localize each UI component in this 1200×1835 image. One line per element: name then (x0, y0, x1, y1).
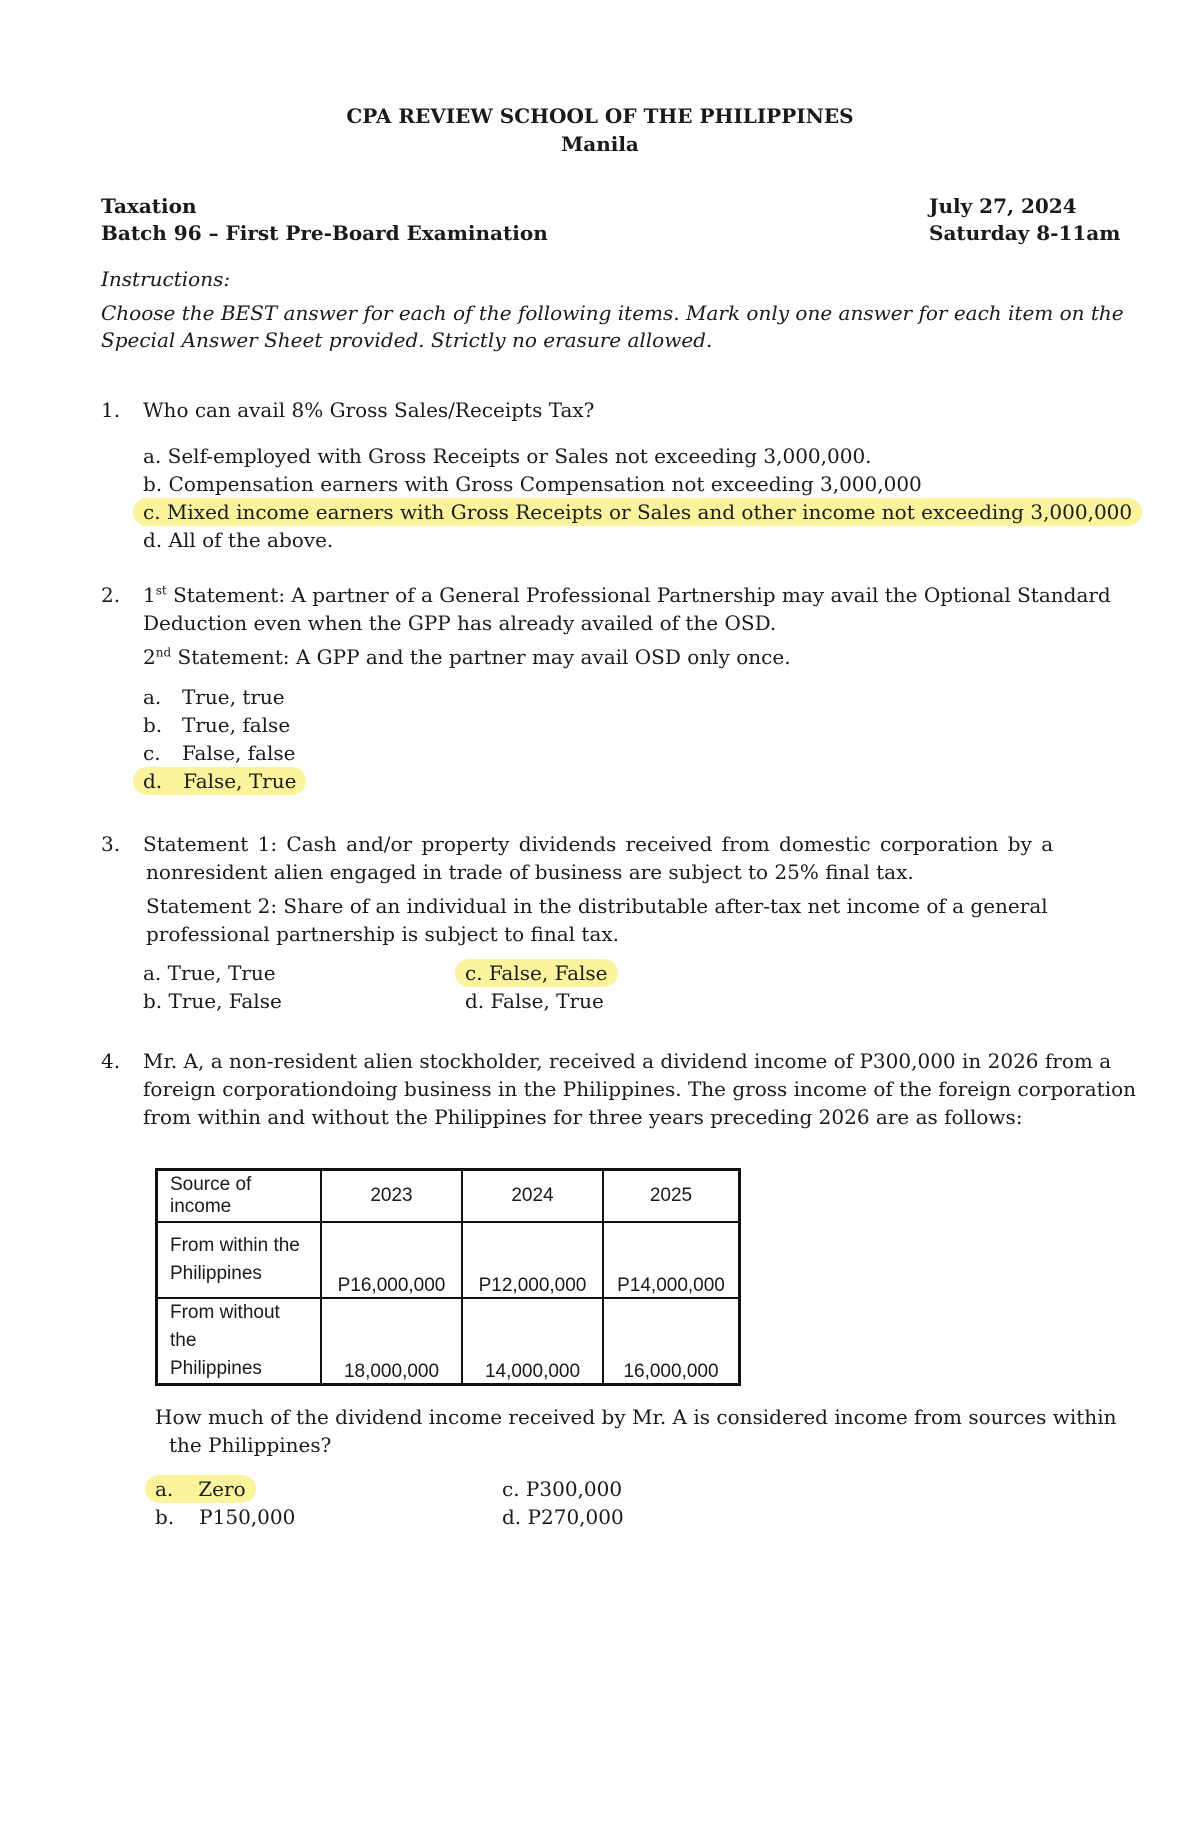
q3-number: 3. (101, 832, 121, 856)
q4-text-line-3: from within and without the Philippines for three years preceding 2026 are as follows: (143, 1105, 1023, 1129)
q2-choice-b[interactable]: True, false (182, 713, 291, 737)
q2-choice-b-letter: b. (143, 713, 163, 737)
table-cell: P14,000,000 (603, 1222, 740, 1298)
school-name: CPA REVIEW SCHOOL OF THE PHILIPPINES (346, 104, 854, 128)
highlighted-answer: d. False, True (133, 767, 306, 795)
q2-statement-1: 1st Statement: A partner of a General Professional Partnership may avail the Optional Standard (143, 583, 1111, 607)
q4-choice-b[interactable]: b. P150,000 (155, 1505, 296, 1529)
q4-choice-d[interactable]: d. P270,000 (502, 1505, 624, 1529)
table-header-row (157, 1170, 740, 1223)
row-label: From within the Philippines (157, 1222, 322, 1298)
batch-label: Batch 96 – First Pre-Board Examination (101, 221, 548, 245)
table-cell: 18,000,000 (321, 1298, 462, 1385)
q2-choice-a[interactable]: True, true (182, 685, 285, 709)
q2-choice-a-letter: a. (143, 685, 162, 709)
q2-choice-c[interactable]: False, false (182, 741, 296, 765)
q4-choice-c[interactable]: c. P300,000 (502, 1477, 623, 1501)
q4-text-line-1: Mr. A, a non-resident alien stockholder, received a dividend income of P300,000 in 2026 from a (143, 1049, 1112, 1073)
table-cell: 14,000,000 (462, 1298, 603, 1385)
instructions-line-2: Special Answer Sheet provided. Strictly no erasure allowed. (101, 328, 713, 352)
subject-label: Taxation (101, 194, 197, 218)
q4-question-line-2: the Philippines? (169, 1433, 332, 1457)
q2-statement-2: 2nd Statement: A GPP and the partner may avail OSD only once. (143, 645, 791, 669)
row-label: From without the Philippines (157, 1298, 322, 1385)
q4-choice-a[interactable] (155, 1477, 256, 1501)
instructions-line-1: Choose the BEST answer for each of the following items. Mark only one answer for each item on the (101, 301, 1124, 325)
table-header: Source of income (157, 1170, 322, 1223)
instructions-label: Instructions: (101, 267, 231, 291)
table-header: 2024 (462, 1170, 603, 1223)
q1-choice-d[interactable]: d. All of the above. (143, 528, 334, 552)
table-cell: 16,000,000 (603, 1298, 740, 1385)
q4-text-line-2: foreign corporationdoing business in the Philippines. The gross income of the foreign corporation (143, 1077, 1137, 1101)
q2-statement-1-cont: Deduction even when the GPP has already availed of the OSD. (143, 611, 777, 635)
highlighted-answer: c. False, False (455, 959, 618, 987)
q1-choice-a[interactable]: a. Self-employed with Gross Receipts or Sales not exceeding 3,000,000. (143, 444, 872, 468)
q3-statement-2-cont: professional partnership is subject to final tax. (146, 922, 619, 946)
q1-number: 1. (101, 398, 121, 422)
table-cell: P12,000,000 (462, 1222, 603, 1298)
table-row (157, 1222, 740, 1298)
exam-schedule: Saturday 8-11am (929, 221, 1121, 245)
q3-choice-b[interactable]: b. True, False (143, 989, 282, 1013)
q3-statement-1-cont: nonresident alien engaged in trade of business are subject to 25% final tax. (146, 860, 914, 884)
table-cell: P16,000,000 (321, 1222, 462, 1298)
q2-number: 2. (101, 583, 121, 607)
q1-choice-b[interactable]: b. Compensation earners with Gross Compensation not exceeding 3,000,000 (143, 472, 922, 496)
q3-choice-d[interactable]: d. False, True (465, 989, 604, 1013)
highlighted-answer: c. Mixed income earners with Gross Receipts or Sales and other income not exceeding 3,000,000 (133, 498, 1142, 526)
school-city: Manila (561, 132, 639, 156)
q1-text: Who can avail 8% Gross Sales/Receipts Tax? (143, 398, 595, 422)
q3-statement-2: Statement 2: Share of an individual in the distributable after-tax net income of a general (146, 894, 1048, 918)
highlighted-answer: a. Zero (145, 1475, 256, 1503)
q3-choice-a[interactable]: a. True, True (143, 961, 276, 985)
q2-choice-d[interactable] (143, 769, 306, 793)
table-row (157, 1298, 740, 1385)
table-header: 2025 (603, 1170, 740, 1223)
q3-choice-c[interactable] (465, 961, 618, 985)
q4-number: 4. (101, 1049, 121, 1073)
table-header: 2023 (321, 1170, 462, 1223)
q3-statement-1: Statement 1: Cash and/or property dividends received from domestic corporation by a (143, 832, 1054, 856)
q4-question-line-1: How much of the dividend income received by Mr. A is considered income from sources within (155, 1405, 1117, 1429)
exam-date: July 27, 2024 (929, 194, 1077, 218)
income-table (155, 1168, 741, 1386)
q2-choice-c-letter: c. (143, 741, 161, 765)
q1-choice-c[interactable] (143, 500, 1142, 524)
